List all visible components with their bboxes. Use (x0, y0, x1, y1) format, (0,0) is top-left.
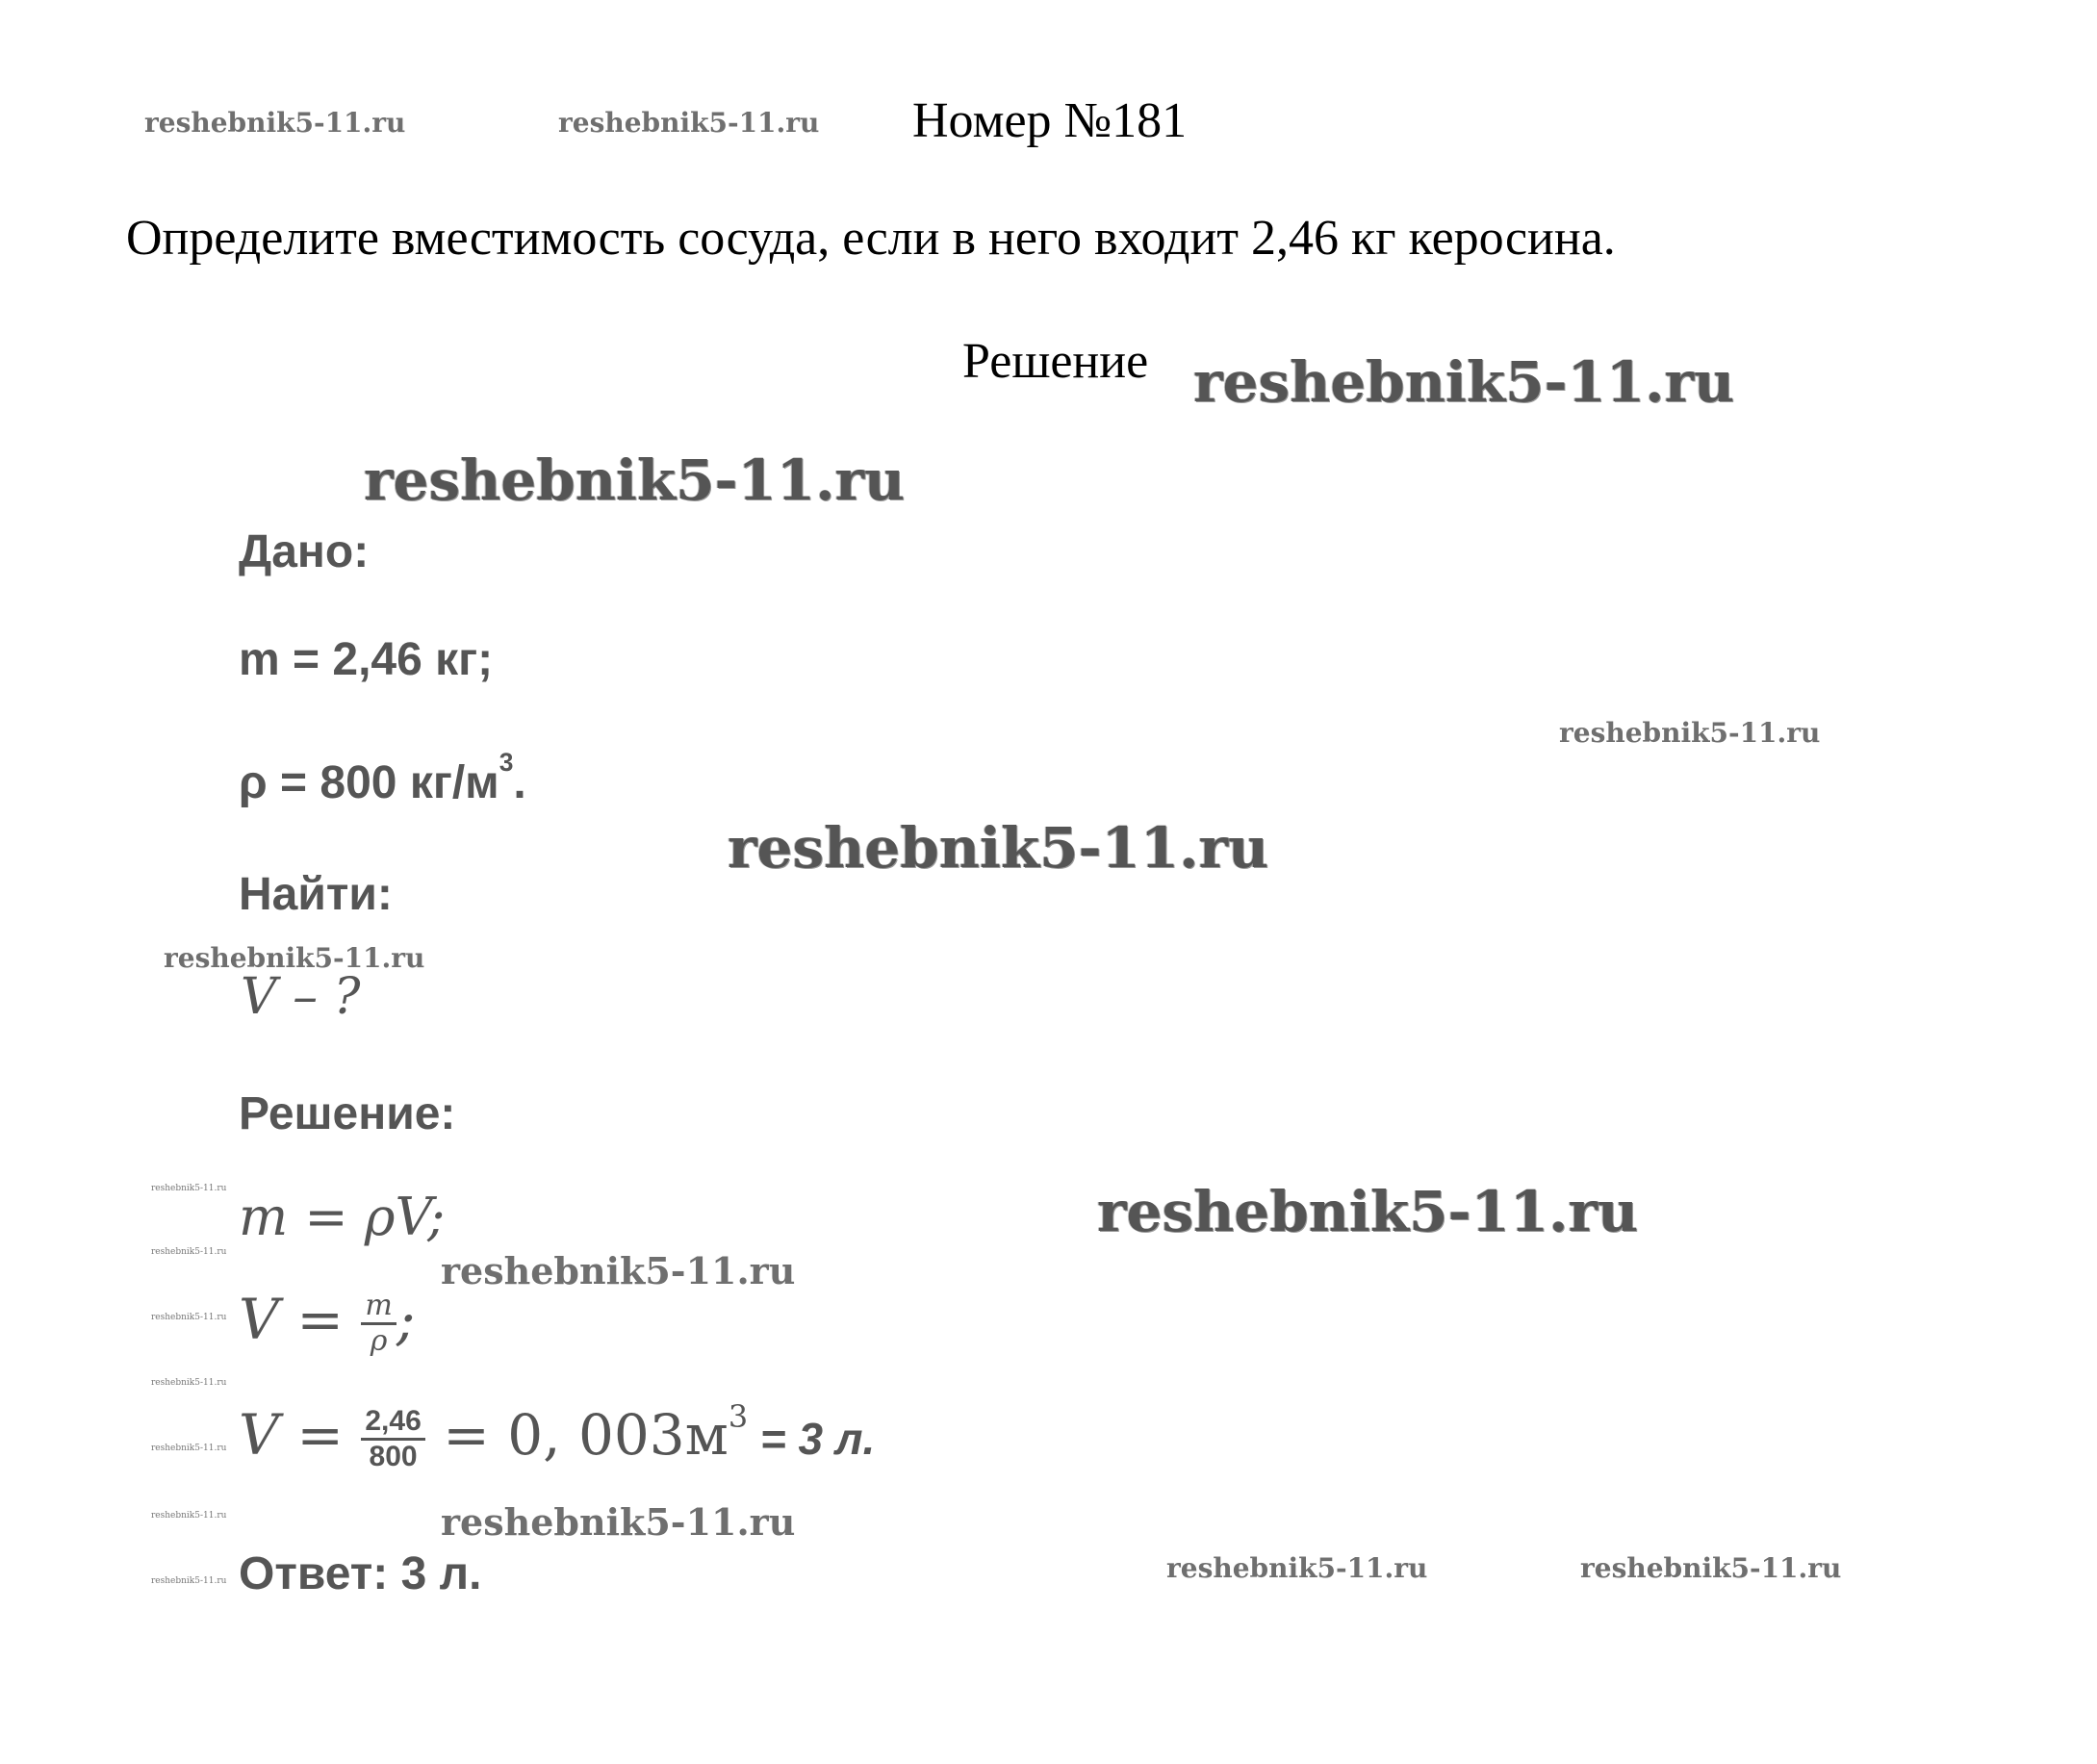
watermark: reshebnik5-11.ru (151, 1184, 227, 1193)
watermark: reshebnik5-11.ru (558, 107, 820, 139)
given-mass (239, 634, 494, 685)
formula-volume-end: ; (396, 1287, 416, 1352)
given-density (239, 748, 526, 808)
given-density-end: . (513, 757, 526, 808)
fraction-numerator: 2,46 (361, 1407, 424, 1441)
problem-number-title: Номер №181 (912, 93, 1188, 148)
formula-volume-left: V = (239, 1287, 344, 1352)
watermark: reshebnik5-11.ru (151, 1511, 227, 1521)
task-text: Определите вместимость сосуда, если в него входит 2,46 кг керосина. (126, 211, 1616, 266)
fraction-m-over-rho (361, 1289, 396, 1359)
solution-heading: Решение (962, 334, 1149, 389)
watermark: reshebnik5-11.ru (364, 447, 906, 513)
watermark: reshebnik5-11.ru (1580, 1552, 1842, 1584)
given-density-exponent: 3 (499, 748, 514, 777)
fraction-values (361, 1407, 424, 1471)
solution-label: Решение: (239, 1088, 456, 1139)
watermark: reshebnik5-11.ru (441, 1500, 796, 1544)
watermark: reshebnik5-11.ru (1166, 1552, 1428, 1584)
watermark: reshebnik5-11.ru (151, 1247, 227, 1257)
find-label: Найти: (239, 869, 393, 920)
watermark: reshebnik5-11.ru (151, 1313, 227, 1322)
watermark: reshebnik5-11.ru (144, 107, 406, 139)
watermark: reshebnik5-11.ru (164, 942, 425, 974)
answer: Ответ: 3 л. (239, 1548, 482, 1599)
formula-calc-result: = 0, 003м (443, 1402, 729, 1468)
given-label: Дано: (239, 526, 370, 577)
fraction-denominator: ρ (370, 1324, 388, 1359)
find-value: V – ? (241, 968, 361, 1026)
fraction-denominator: 800 (369, 1441, 418, 1473)
given-density-text: ρ = 800 кг/м (239, 757, 499, 808)
formula-mass-density: m = ρV; (239, 1187, 446, 1247)
fraction-numerator: m (361, 1291, 396, 1325)
formula-calc-exponent: 3 (728, 1398, 749, 1435)
formula-calc-left: V = (239, 1402, 344, 1468)
watermark: reshebnik5-11.ru (151, 1378, 227, 1388)
watermark: reshebnik5-11.ru (151, 1576, 227, 1586)
given-mass-text: m = 2,46 кг; (239, 634, 494, 685)
formula-volume (239, 1287, 416, 1359)
watermark: reshebnik5-11.ru (151, 1444, 227, 1453)
watermark: reshebnik5-11.ru (1559, 717, 1821, 749)
formula-volume-calculation (239, 1398, 876, 1473)
watermark: reshebnik5-11.ru (1193, 349, 1735, 415)
formula-calc-end: = 3 л. (748, 1414, 876, 1464)
watermark: reshebnik5-11.ru (728, 815, 1269, 881)
watermark: reshebnik5-11.ru (1097, 1179, 1639, 1244)
watermark: reshebnik5-11.ru (441, 1249, 796, 1292)
